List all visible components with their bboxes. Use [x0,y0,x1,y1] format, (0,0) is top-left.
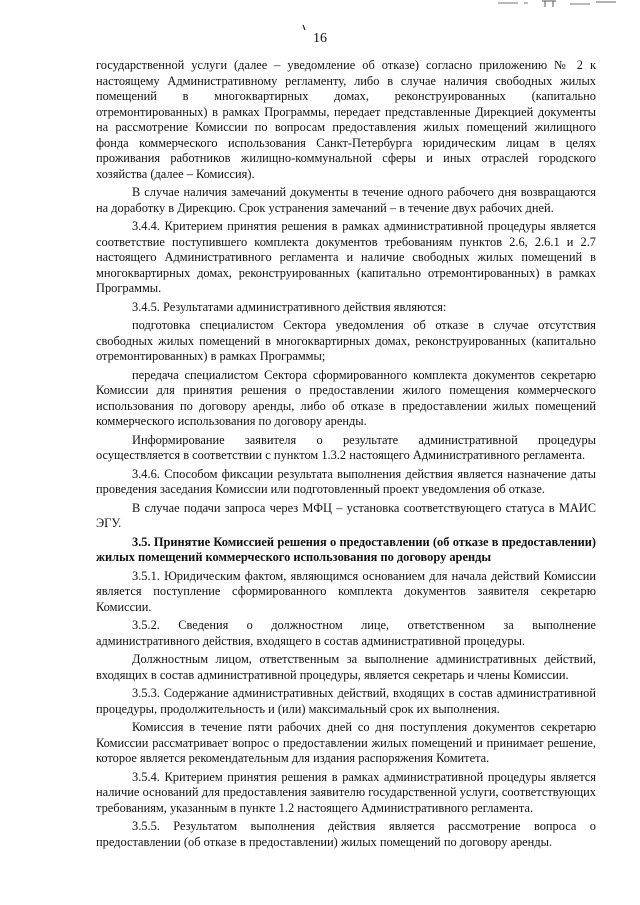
paragraph-remarks: В случае наличия замечаний документы в течение одного рабочего дня возвращаются на доработку в Дирекцию. Срок устранения замечаний – в течение двух рабочих дней. [96,185,596,215]
scan-artifact-marks [498,0,618,10]
paragraph-commission-review: Комиссия в течение пяти рабочих дней со дня поступления документов секретарю Комиссии рассматривает вопрос о предоставлении жилых помещений и принимает решение, которое является рекомендательным для издания распоряжения Комитета. [96,720,596,765]
paragraph-3-5-2: 3.5.2. Сведения о должностном лице, ответственном за выполнение административного действия, входящего в состав административной процедуры. [96,618,596,648]
paragraph-3-4-4: 3.4.4. Критерием принятия решения в рамках административной процедуры является соответствие поступившего комплекта документов требованиям пунктов 2.6, 2.6.1 и 2.7 настоящего Административного регламента и наличие свободных жилых помещений в многоквартирных домах, реконструированных (капитально отремонтированных) в рамках Программы. [96,219,596,295]
paragraph-3-4-5: 3.4.5. Результатами административного действия являются: [132,299,447,314]
paragraph-responsible: Должностным лицом, ответственным за выполнение административных действий, входящих в состав административной процедуры, является секретарь и члены Комиссии. [96,652,596,682]
scan-tick-mark [302,17,306,22]
paragraph-continuation: государственной услуги (далее – уведомление об отказе) согласно приложению № 2 к настоящему Административному регламенту, либо в случае наличия свободных жилых помещений в многоквартирных домах, реконструированных (капитально отремонтированных) в рамках Программы, передает представленные Дирекцией документы на рассмотрение Комиссии по вопросам предоставления жилых помещений жилищного фонда коммерческого использования Санкт-Петербурга юридическим лицам в целях проживания работников жилищно-коммунальной сферы и иных отраслей городского хозяйства (далее – Комиссия). [96,58,596,181]
document-body [96,58,596,850]
paragraph-result-transfer: передача специалистом Сектора сформированного комплекта документов секретарю Комиссии для принятия решения о предоставлении жилого помещения коммерческого использования по договору аренды, либо об отказе в предоставлении жилых помещений коммерческого использования по договору аренды. [96,367,596,428]
paragraph-mfc: В случае подачи запроса через МФЦ – установка соответствующего статуса в МАИС ЭГУ. [96,500,596,530]
paragraph-3-5-1: 3.5.1. Юридическим фактом, являющимся основанием для начала действий Комиссии является поступление сформированного комплекта документов заявителя секретарю Комиссии. [96,568,596,614]
section-heading-3-5: 3.5. Принятие Комиссией решения о предоставлении (об отказе в предоставлении) жилых помещений коммерческого использования по договору аренды [96,534,596,564]
paragraph-3-5-3: 3.5.3. Содержание административных действий, входящих в состав административной процедуры, продолжительность и (или) максимальный срок их выполнения. [96,686,596,716]
paragraph-result-refusal: подготовка специалистом Сектора уведомления об отказе в случае отсутствия свободных жилых помещений в многоквартирных домах, реконструированных (капитально отремонтированных) в рамках Программы; [96,318,596,363]
paragraph-3-4-6: 3.4.6. Способом фиксации результата выполнения действия является назначение даты проведения заседания Комиссии или подготовленный проект уведомления об отказе. [96,466,596,496]
paragraph-3-5-4: 3.5.4. Критерием принятия решения в рамках административной процедуры является наличие оснований для предоставления заявителю государственной услуги, соответствующих требованиям, указанным в пункте 1.2 настоящего Административного регламента. [96,769,596,815]
paragraph-3-5-5: 3.5.5. Результатом выполнения действия является рассмотрение вопроса о предоставлении (об отказе в предоставлении) жилых помещений по договору аренды. [96,819,596,849]
page-number: 16 [313,31,327,46]
paragraph-informing: Информирование заявителя о результате административной процедуры осуществляется в соответствии с пунктом 1.3.2 настоящего Административного регламента. [96,432,596,462]
